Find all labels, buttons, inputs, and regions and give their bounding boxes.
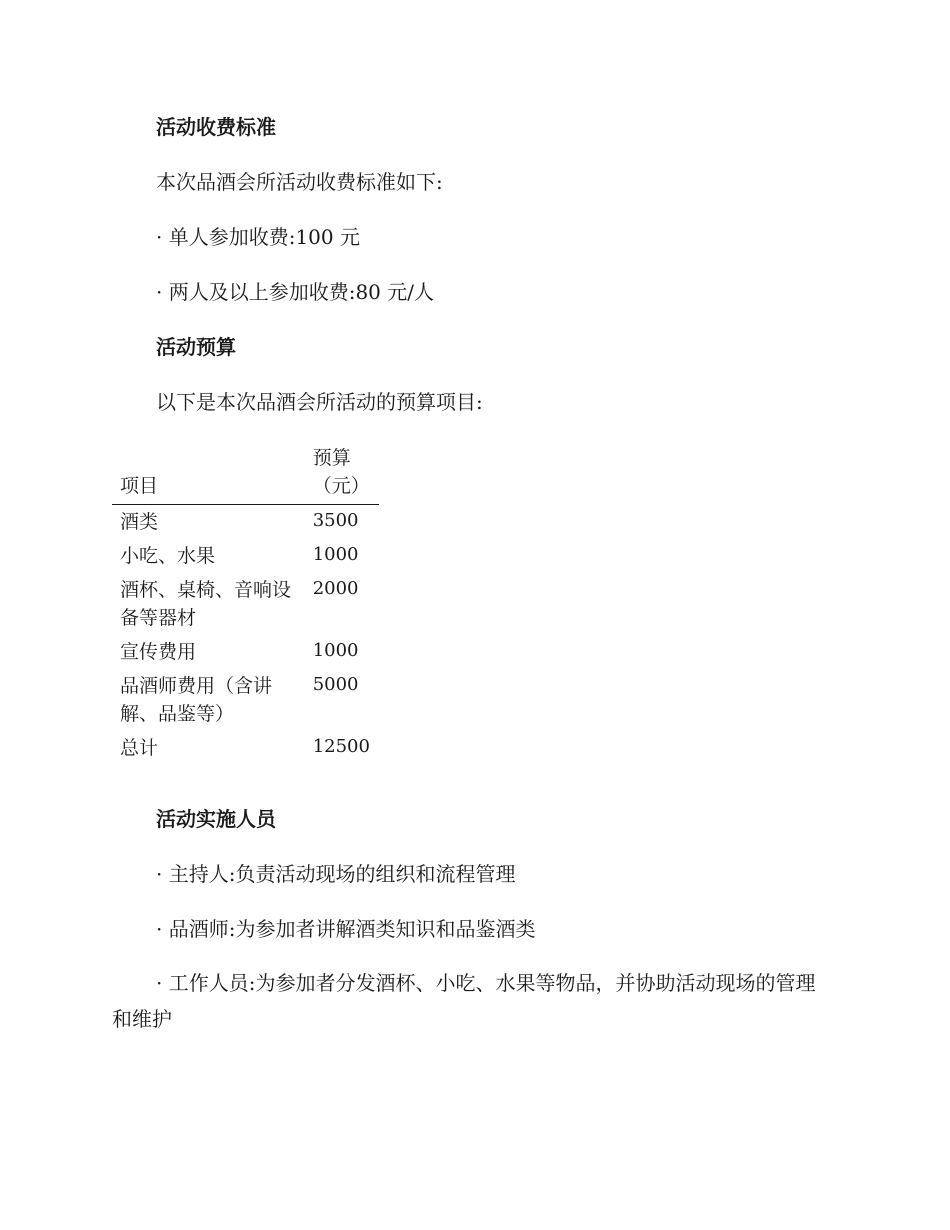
budget-table <box>112 442 379 765</box>
fee-item-group: · 两人及以上参加收费:80 元/人 <box>156 280 434 304</box>
budget-item-name: 酒杯、桌椅、音响设备等器材 <box>120 579 292 629</box>
column-header-budget: 预算（元） <box>305 442 379 505</box>
staff-item-host: · 主持人:负责活动现场的组织和流程管理 <box>156 862 516 886</box>
staff-heading: 活动实施人员 <box>156 807 276 831</box>
budget-total-label: 总计 <box>120 737 159 759</box>
budget-item-name: 宣传费用 <box>120 641 197 663</box>
staff-item-sommelier: · 品酒师:为参加者讲解酒类知识和品鉴酒类 <box>156 917 536 941</box>
table-header-row <box>112 442 379 505</box>
table-row <box>112 505 379 540</box>
budget-intro: 以下是本次品酒会所活动的预算项目: <box>156 390 483 414</box>
fees-intro: 本次品酒会所活动收费标准如下: <box>156 170 443 194</box>
budget-item-name: 酒类 <box>120 511 159 533</box>
staff-item-workers: · 工作人员:为参加者分发酒杯、小吃、水果等物品，并协助活动现场的管理和维护 <box>112 971 816 1031</box>
fee-item-single: · 单人参加收费:100 元 <box>156 225 360 249</box>
table-row <box>112 669 379 731</box>
budget-item-amount: 3500 <box>312 510 359 531</box>
budget-item-amount: 1000 <box>312 640 359 661</box>
table-row <box>112 539 379 573</box>
budget-item-name: 小吃、水果 <box>120 545 216 567</box>
budget-item-name: 品酒师费用（含讲解、品鉴等） <box>120 675 273 725</box>
table-row <box>112 635 379 669</box>
budget-item-amount: 5000 <box>312 674 359 695</box>
budget-heading: 活动预算 <box>156 335 236 359</box>
column-header-item: 项目 <box>112 442 305 505</box>
table-row <box>112 731 379 765</box>
budget-total-amount: 12500 <box>312 736 370 757</box>
budget-item-amount: 2000 <box>312 578 359 599</box>
table-row <box>112 573 379 635</box>
fees-heading: 活动收费标准 <box>156 115 276 139</box>
budget-item-amount: 1000 <box>312 544 359 565</box>
